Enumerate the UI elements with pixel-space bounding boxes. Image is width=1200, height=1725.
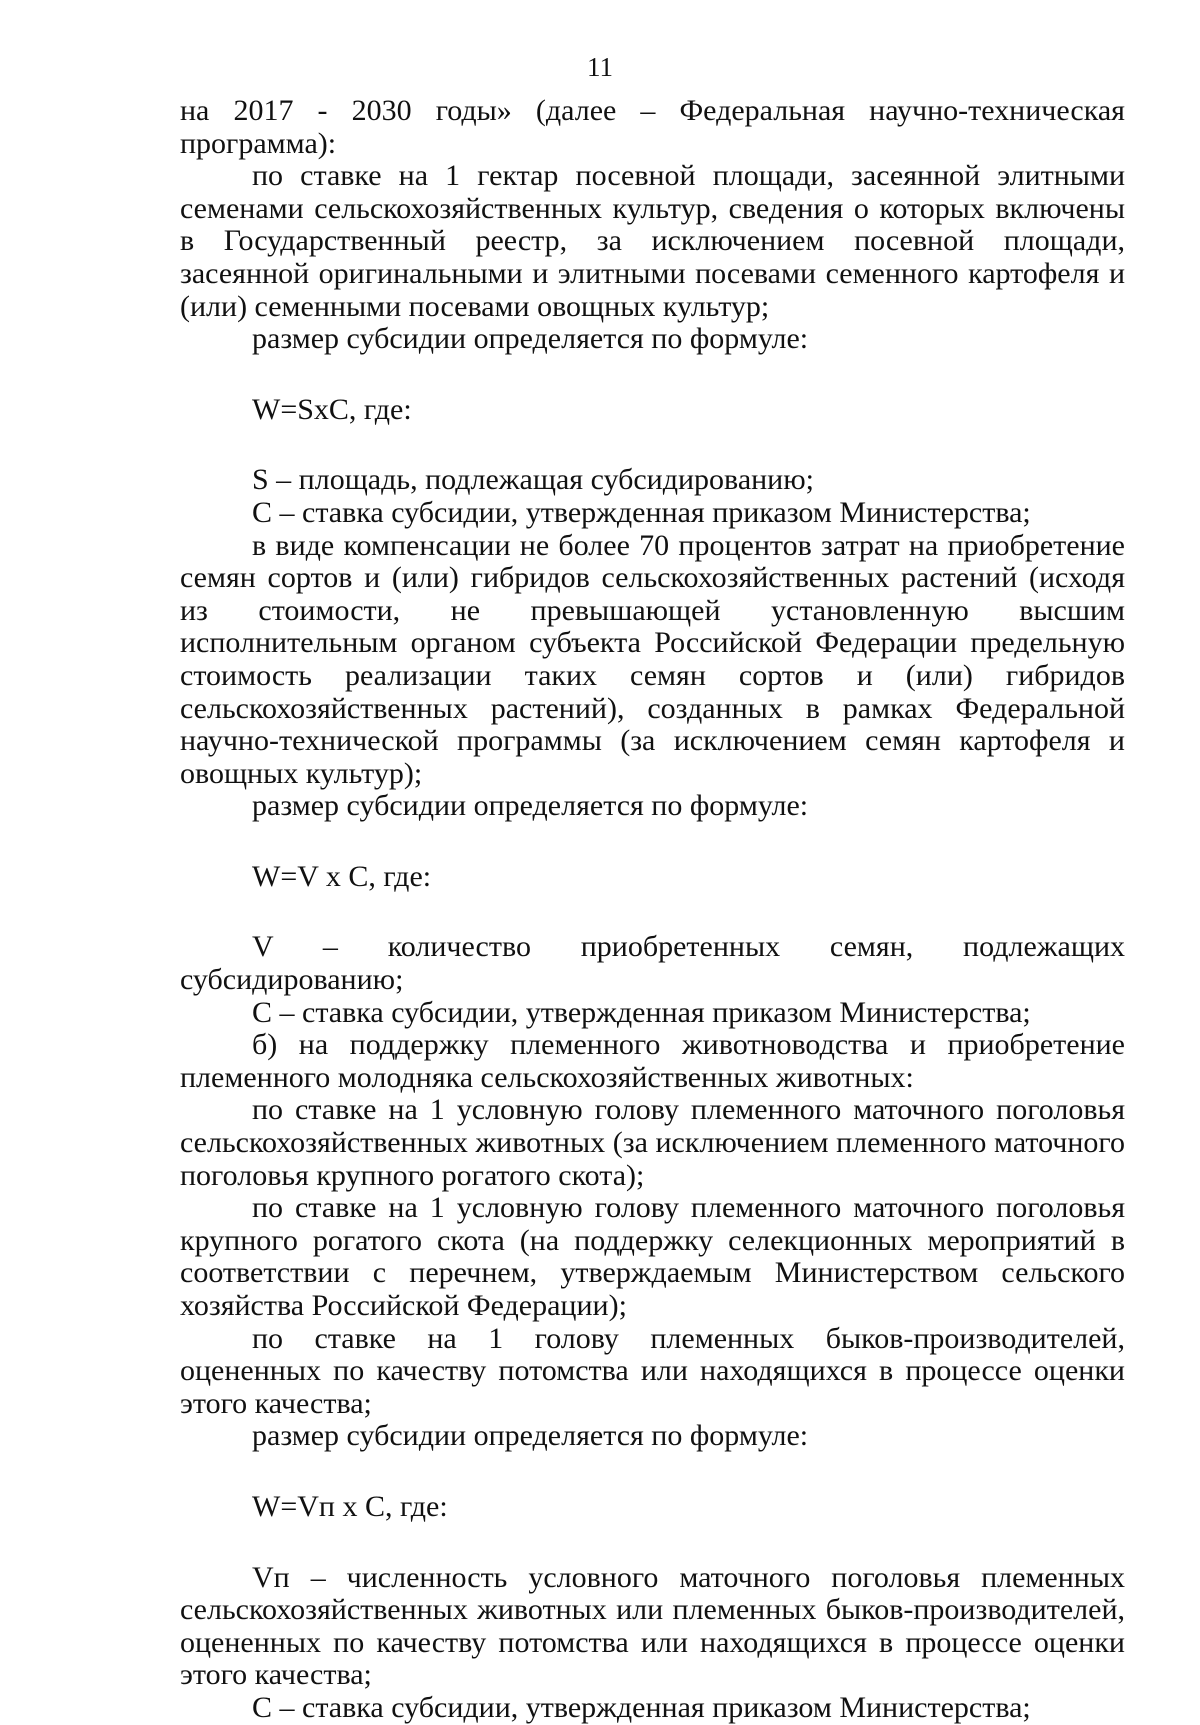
formula-w-vpxc: W=Vп x C, где: [252, 1489, 448, 1523]
document-body [180, 95, 1125, 1725]
definition-c: C – ставка субсидии, утвержденная приказом Министерства; [252, 495, 1031, 529]
formula-w-sxc: W=SxC, где: [252, 392, 412, 426]
paragraph-bull-rate: по ставке на 1 голову племенных быков-производителей, оцененных по качеству потомства или находящихся в процессе оценки этого качества; [180, 1321, 1125, 1420]
paragraph-cattle-rate: по ставке на 1 условную голову племенного маточного поголовья крупного рогатого скота (на поддержку селекционных мероприятий в соответствии с перечнем, утверждаемым Министерством сельского хозяйства Российской Федерации); [180, 1191, 1125, 1322]
paragraph-hectare-rate: по ставке на 1 гектар посевной площади, засеянной элитными семенами сельскохозяйственных культур, сведения о которых включены в Государственный реестр, за исключением посевной площади, засеянной оригинальными и элитными посевами семенного картофеля и (или) семенными посевами овощных культур; [180, 159, 1125, 323]
paragraph-seed-compensation: в виде компенсации не более 70 процентов затрат на приобретение семян сортов и (или) гибридов сельскохозяйственных растений (исходя из стоимости, не превышающей установленную высшим исполнительным органом субъекта Российской Федерации предельную стоимость реализации таких семян сортов и (или) гибридов сельскохозяйственных растений), созданных в рамках Федеральной научно-технической программы (за исключением семян картофеля и овощных культур); [180, 528, 1125, 790]
definition-vp: Vп – численность условного маточного поголовья племенных сельскохозяйственных животных или племенных быков-производителей, оцененных по качеству потомства или находящихся в процессе оценки этого качества; [180, 1560, 1125, 1692]
paragraph-program-name: на 2017 - 2030 годы» (далее – Федеральная научно-техническая программа): [180, 94, 1125, 160]
definition-s: S – площадь, подлежащая субсидированию; [252, 463, 814, 497]
paragraph-formula-intro: размер субсидии определяется по формуле: [252, 322, 809, 356]
paragraph-formula-intro: размер субсидии определяется по формуле: [252, 1419, 809, 1453]
paragraph-livestock-support: б) на поддержку племенного животноводства и приобретение племенного молодняка сельскохозяйственных животных: [180, 1028, 1125, 1094]
definition-v: V – количество приобретенных семян, подлежащих субсидированию; [180, 930, 1125, 997]
definition-c: C – ставка субсидии, утвержденная приказом Министерства; [252, 995, 1031, 1029]
definition-c: C – ставка субсидии, утвержденная приказом Министерства; [252, 1690, 1031, 1724]
formula-w-vxc: W=V x C, где: [252, 859, 432, 893]
paragraph-formula-intro: размер субсидии определяется по формуле: [252, 789, 809, 823]
page-number: 11 [587, 52, 613, 82]
paragraph-livestock-rate: по ставке на 1 условную голову племенного маточного поголовья сельскохозяйственных животных (за исключением племенного маточного поголовья крупного рогатого скота); [180, 1093, 1125, 1192]
